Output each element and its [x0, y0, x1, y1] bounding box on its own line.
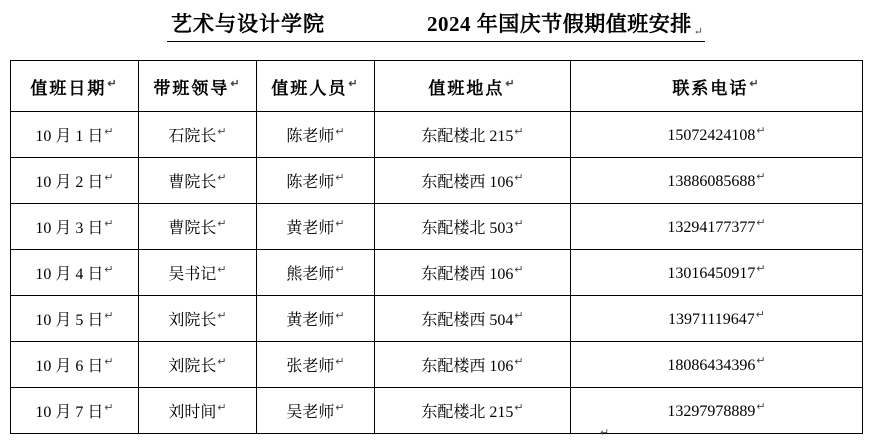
cell-leader [139, 250, 257, 296]
cell-text: 陈老师 [286, 128, 335, 145]
cell-phone [571, 250, 863, 296]
cell-duty-date [11, 342, 139, 388]
cell-text: 东配楼西 106 [421, 174, 514, 191]
table-header-row [11, 61, 863, 112]
cell-text: 曹院长 [168, 220, 217, 237]
paragraph-mark-icon: ↵ [335, 171, 345, 184]
cell-duty-date [11, 204, 139, 250]
paragraph-mark-icon: ↵ [217, 355, 227, 368]
paragraph-mark-icon: ↵ [348, 77, 360, 90]
cell-text: 东配楼西 504 [421, 312, 514, 329]
paragraph-mark-icon: ↵ [756, 400, 766, 413]
paragraph-mark-icon: ↵ [104, 263, 114, 276]
paragraph-mark-icon: ↵ [217, 125, 227, 138]
cell-location [375, 388, 571, 434]
cell-leader [139, 342, 257, 388]
cell-staff [257, 158, 375, 204]
paragraph-mark-icon: ↵ [217, 401, 227, 414]
cell-text: 13971119647 [667, 311, 755, 329]
header-text: 联系电话 [672, 78, 749, 98]
paragraph-mark-icon: ↵ [104, 125, 114, 138]
paragraph-mark-icon: ↵ [756, 216, 766, 229]
cell-location [375, 296, 571, 342]
cell-text: 13294177377 [667, 219, 756, 237]
cell-phone [571, 388, 863, 434]
cell-text: 吴老师 [286, 404, 335, 421]
paragraph-mark-icon: ↵ [104, 355, 114, 368]
cell-phone [571, 112, 863, 158]
cell-staff [257, 296, 375, 342]
paragraph-mark-icon: ↵ [505, 77, 517, 90]
cell-text: 东配楼北 215 [421, 128, 514, 145]
paragraph-mark-icon: ↵ [104, 401, 114, 414]
cell-duty-date [11, 158, 139, 204]
cell-location [375, 250, 571, 296]
cell-text: 陈老师 [286, 174, 335, 191]
cell-leader [139, 204, 257, 250]
paragraph-mark-icon: ↵ [514, 217, 524, 230]
cell-text: 张老师 [286, 358, 335, 375]
cell-location [375, 158, 571, 204]
paragraph-mark-icon: ↵ [514, 125, 524, 138]
cell-text: 10 月 2 日 [35, 174, 104, 191]
cell-staff [257, 112, 375, 158]
cell-text: 东配楼北 503 [421, 220, 514, 237]
cell-phone [571, 204, 863, 250]
title-underline-gap [329, 20, 425, 42]
table-row [11, 204, 863, 250]
paragraph-mark-icon: ↵ [230, 77, 242, 90]
paragraph-mark-icon: ↵ [104, 217, 114, 230]
header-text: 带班领导 [153, 78, 230, 98]
cell-text: 石院长 [168, 128, 217, 145]
column-header-leader [139, 61, 257, 112]
cell-text: 东配楼西 106 [421, 266, 514, 283]
paragraph-mark-icon: ↵ [514, 263, 524, 276]
table-row [11, 342, 863, 388]
cell-text: 10 月 4 日 [35, 266, 104, 283]
title-paragraph-mark: ↵ [694, 25, 705, 42]
cell-text: 刘院长 [168, 312, 217, 329]
table-row [11, 296, 863, 342]
header-text: 值班日期 [30, 78, 107, 98]
document-title [0, 0, 872, 42]
cell-text: 吴书记 [168, 266, 217, 283]
column-header-location [375, 61, 571, 112]
paragraph-mark-icon: ↵ [514, 309, 524, 322]
title-right-text: 2024 年国庆节假期值班安排 [425, 8, 694, 42]
cell-text: 13886085688 [667, 173, 756, 191]
table-row [11, 112, 863, 158]
paragraph-mark-icon: ↵ [756, 262, 766, 275]
paragraph-mark-icon: ↵ [756, 354, 766, 367]
cell-phone [571, 342, 863, 388]
column-header-phone [571, 61, 863, 112]
column-header-staff [257, 61, 375, 112]
cell-leader [139, 112, 257, 158]
cell-text: 13016450917 [667, 265, 756, 283]
cell-text: 13297978889 [667, 403, 756, 421]
cell-staff [257, 204, 375, 250]
cell-text: 刘院长 [168, 358, 217, 375]
table-row [11, 158, 863, 204]
paragraph-mark-icon: ↵ [335, 309, 345, 322]
paragraph-mark-icon: ↵ [335, 355, 345, 368]
cell-text: 10 月 1 日 [35, 128, 104, 145]
paragraph-mark-icon: ↵ [104, 309, 114, 322]
paragraph-mark-icon: ↵ [217, 217, 227, 230]
duty-table-wrapper [0, 42, 872, 434]
paragraph-mark-icon: ↵ [335, 217, 345, 230]
cell-phone [571, 158, 863, 204]
paragraph-mark-icon: ↵ [514, 355, 524, 368]
paragraph-mark-icon: ↵ [107, 77, 119, 90]
paragraph-mark-icon: ↵ [755, 308, 766, 321]
cell-text: 10 月 7 日 [35, 404, 104, 421]
cell-text: 东配楼北 215 [421, 404, 514, 421]
cell-text: 15072424108 [667, 127, 756, 145]
cell-duty-date [11, 112, 139, 158]
cell-location [375, 112, 571, 158]
duty-table [10, 60, 863, 434]
cell-text: 黄老师 [286, 312, 335, 329]
cell-text: 10 月 6 日 [35, 358, 104, 375]
paragraph-mark-icon: ↵ [756, 124, 766, 137]
paragraph-mark-icon: ↵ [104, 171, 114, 184]
cell-text: 黄老师 [286, 220, 335, 237]
title-left-text: 艺术与设计学院 [167, 8, 329, 42]
cell-leader [139, 158, 257, 204]
paragraph-mark-icon: ↵ [217, 171, 227, 184]
paragraph-mark-icon: ↵ [749, 77, 761, 90]
cell-location [375, 204, 571, 250]
cell-duty-date [11, 250, 139, 296]
cell-text: 刘时间 [168, 404, 217, 421]
cell-phone [571, 296, 863, 342]
paragraph-mark-icon: ↵ [217, 309, 227, 322]
paragraph-mark-icon: ↵ [335, 401, 345, 414]
cell-text: 曹院长 [168, 174, 217, 191]
paragraph-mark-icon: ↵ [514, 401, 524, 414]
header-text: 值班地点 [428, 78, 505, 98]
paragraph-mark-icon: ↵ [756, 170, 766, 183]
cell-text: 10 月 3 日 [35, 220, 104, 237]
paragraph-mark-icon: ↵ [335, 125, 345, 138]
table-row [11, 388, 863, 434]
cell-text: 10 月 5 日 [35, 312, 104, 329]
cell-leader [139, 296, 257, 342]
cell-location [375, 342, 571, 388]
paragraph-mark-icon: ↵ [335, 263, 345, 276]
cell-staff [257, 388, 375, 434]
cell-text: 18086434396 [667, 357, 756, 375]
cell-duty-date [11, 388, 139, 434]
cell-text: 熊老师 [286, 266, 335, 283]
cell-leader [139, 388, 257, 434]
cell-duty-date [11, 296, 139, 342]
paragraph-mark-icon: ↵ [514, 171, 524, 184]
column-header-duty-date [11, 61, 139, 112]
cell-text: 东配楼西 106 [421, 358, 514, 375]
cell-staff [257, 250, 375, 296]
cell-staff [257, 342, 375, 388]
table-row [11, 250, 863, 296]
bottom-paragraph-mark-icon: ↵ [600, 427, 610, 439]
paragraph-mark-icon: ↵ [217, 263, 227, 276]
header-text: 值班人员 [271, 78, 348, 98]
